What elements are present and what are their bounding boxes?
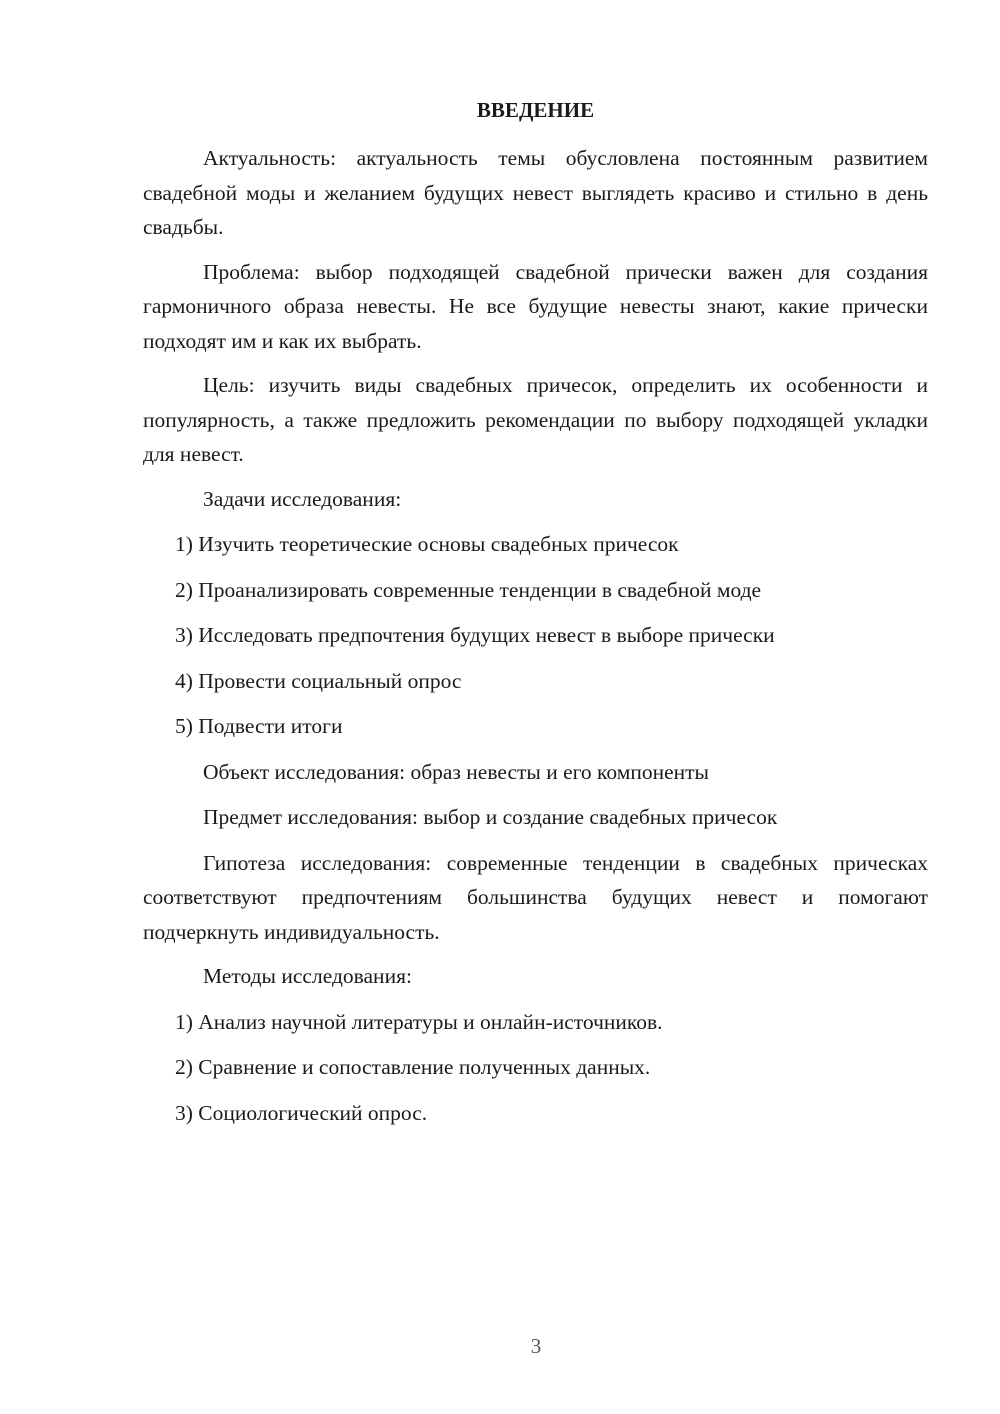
methods-title: Методы исследования: xyxy=(203,964,412,988)
document-page xyxy=(143,95,928,1141)
list-item: 1) Анализ научной литературы и онлайн-источников. xyxy=(175,1009,663,1034)
section-heading: ВВЕДЕНИЕ xyxy=(476,98,595,122)
list-item: 5) Подвести итоги xyxy=(175,714,343,738)
hypothesis-paragraph: Гипотеза исследования: современные тенденции в свадебных прическах соответствуют предпочтениям большинства будущих невест и помогают подчеркнуть индивидуальность. xyxy=(143,850,928,944)
methods-list xyxy=(143,1005,928,1131)
relevance-paragraph: Актуальность: актуальность темы обусловлена постоянным развитием свадебной моды и желанием будущих невест выглядеть красиво и стильно в день свадьбы. xyxy=(143,146,928,239)
object-line: Объект исследования: образ невесты и его компоненты xyxy=(203,759,709,784)
list-item: 2) Проанализировать современные тенденции в свадебной моде xyxy=(175,577,762,602)
list-item: 3) Исследовать предпочтения будущих невест в выборе прически xyxy=(175,623,775,647)
list-item: 4) Провести социальный опрос xyxy=(175,668,462,693)
list-item: 1) Изучить теоретические основы свадебных причесок xyxy=(175,532,679,556)
list-item: 2) Сравнение и сопоставление полученных данных. xyxy=(175,1055,651,1079)
problem-paragraph: Проблема: выбор подходящей свадебной прически важен для создания гармоничного образа невесты. Не все будущие невесты знают, какие прически подходят им и как их выбрать. xyxy=(143,259,928,353)
tasks-list xyxy=(143,527,928,744)
subject-line: Предмет исследования: выбор и создание свадебных причесок xyxy=(203,805,778,829)
page-number: 3 xyxy=(530,1334,542,1358)
tasks-title: Задачи исследования: xyxy=(203,486,402,511)
list-item: 3) Социологический опрос. xyxy=(175,1100,428,1125)
goal-paragraph: Цель: изучить виды свадебных причесок, определить их особенности и популярность, а также предложить рекомендации по выбору подходящей укладки для невест. xyxy=(143,373,928,466)
